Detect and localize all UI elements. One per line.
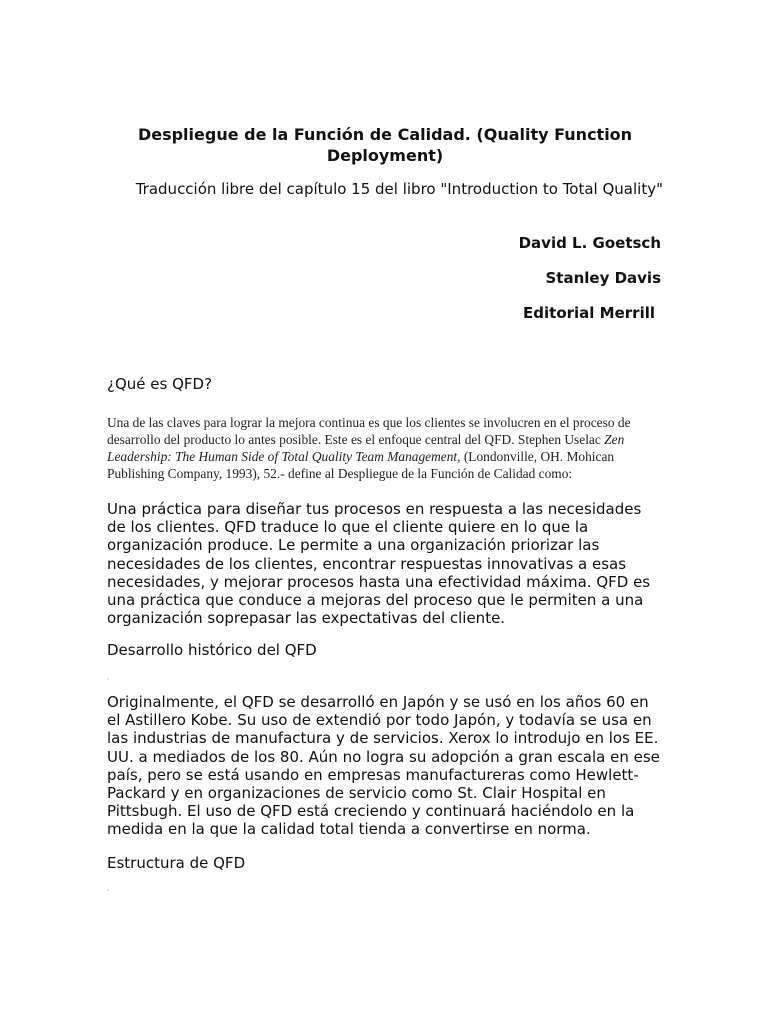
intro-text-end: , (Londonville, OH. Mohican Publishing Company, 1993), 52.- define al Despliegue de la Función de Calidad como: <box>107 449 615 481</box>
document-page <box>107 0 663 1024</box>
section-heading-history: Desarrollo histórico del QFD <box>107 641 317 659</box>
section-heading-what-is-qfd: ¿Qué es QFD? <box>107 375 213 393</box>
book-title: Zen Leadership: The Human Side of Total Quality Team Management <box>107 432 625 464</box>
history-paragraph: Originalmente, el QFD se desarrolló en Japón y se usó en los años 60 en el Astillero Kobe. Su uso de extendió por todo Japón, y todavía se usa en las industrias de manufactura y de servicios. Xerox lo introdujo en los EE. UU. a mediados de los 80. Aún no logra su adopción a gran escala en ese país, pero se está usando en empresas manufactureras como Hewlett-Packard y en organizaciones de servicio como St. Clair Hospital en Pittsbugh. El uso de QFD está creciendo y continuará haciéndolo en la medida en la que la calidad total tienda a convertirse en norma. <box>107 693 660 839</box>
separator-mark <box>107 889 109 891</box>
intro-paragraph <box>107 414 647 482</box>
document-subtitle: Traducción libre del capítulo 15 del libro "Introduction to Total Quality" <box>135 180 663 198</box>
author-name: David L. Goetsch <box>518 234 661 252</box>
document-title: Despliegue de la Función de Calidad. (Quality Function Deployment) <box>137 125 633 165</box>
publisher-name: Editorial Merrill <box>523 304 655 322</box>
definition-paragraph: Una práctica para diseñar tus procesos en respuesta a las necesidades de los clientes. QFD traduce lo que el cliente quiere en lo que la organización produce. Le permite a una organización priorizar las necesidades de los clientes, encontrar respuestas innovativas a esas necesidades, y mejorar procesos hasta una efectividad máxima. QFD es una práctica que conduce a mejoras del proceso que le permiten a una organización soprepasar las expectativas del cliente. <box>107 500 651 628</box>
intro-text-start: Una de las claves para lograr la mejora continua es que los clientes se involucren en el proceso de desarrollo del producto lo antes posible. Este es el enfoque central del QFD. Stephen Uselac <box>107 415 631 447</box>
author-name: Stanley Davis <box>545 269 661 287</box>
section-heading-structure: Estructura de QFD <box>107 854 246 872</box>
separator-mark <box>107 678 109 680</box>
